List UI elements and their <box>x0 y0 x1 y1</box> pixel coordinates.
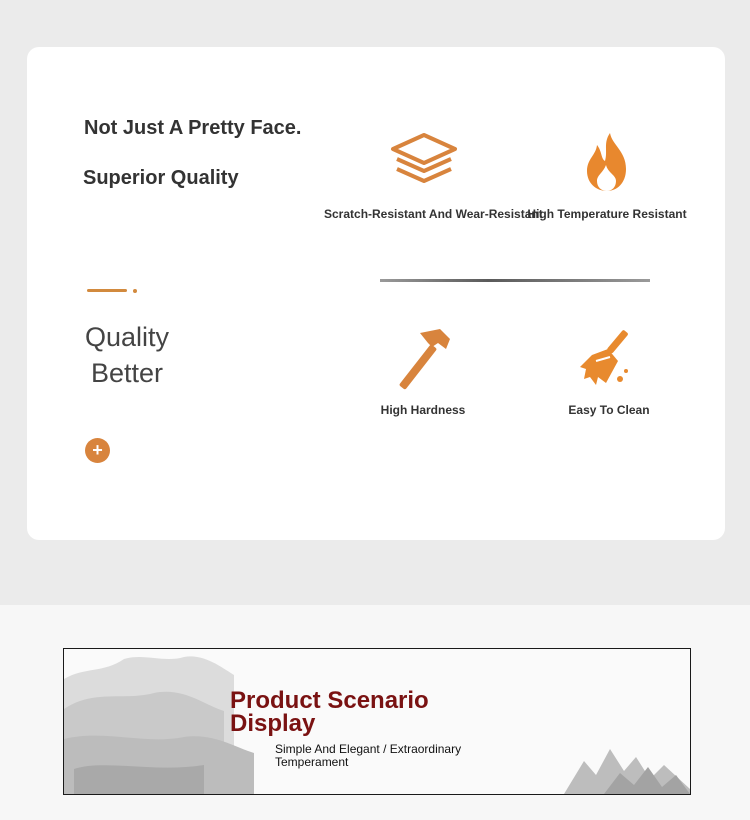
accent-dot <box>133 289 137 293</box>
feature-easy-to-clean <box>509 325 709 417</box>
feature-label: Scratch-Resistant And Wear-Resistant <box>324 207 543 221</box>
big-label-line1: Quality <box>85 322 170 352</box>
quality-better-label <box>85 319 169 391</box>
banner-subtitle-line1: Simple And Elegant / Extraordinary <box>275 742 462 756</box>
feature-card <box>27 47 725 540</box>
scenario-section <box>0 605 750 820</box>
big-label-line2: Better <box>91 358 164 388</box>
flame-icon <box>572 129 642 199</box>
feature-scratch-resistant <box>324 129 543 221</box>
tagline: Not Just A Pretty Face. <box>84 117 302 139</box>
expand-button[interactable]: + <box>85 438 110 463</box>
feature-label: High Hardness <box>380 403 466 417</box>
feature-high-hardness <box>323 325 523 417</box>
broom-icon <box>574 325 644 395</box>
feature-label: High Temperature Resistant <box>527 207 687 221</box>
layers-icon <box>389 129 459 199</box>
banner-subtitle-line2: Temperament <box>275 755 349 769</box>
banner-title-line1: Product Scenario <box>230 687 429 714</box>
scenario-banner <box>63 648 691 795</box>
section-divider <box>380 279 650 282</box>
hammer-icon <box>388 325 458 395</box>
banner-subtitle <box>275 743 485 769</box>
banner-title-line2: Display <box>230 710 316 737</box>
banner-title <box>230 689 470 735</box>
feature-label: Easy To Clean <box>568 403 650 417</box>
accent-dash <box>87 289 127 292</box>
subline: Superior Quality <box>83 167 239 189</box>
feature-high-temperature <box>507 129 707 221</box>
